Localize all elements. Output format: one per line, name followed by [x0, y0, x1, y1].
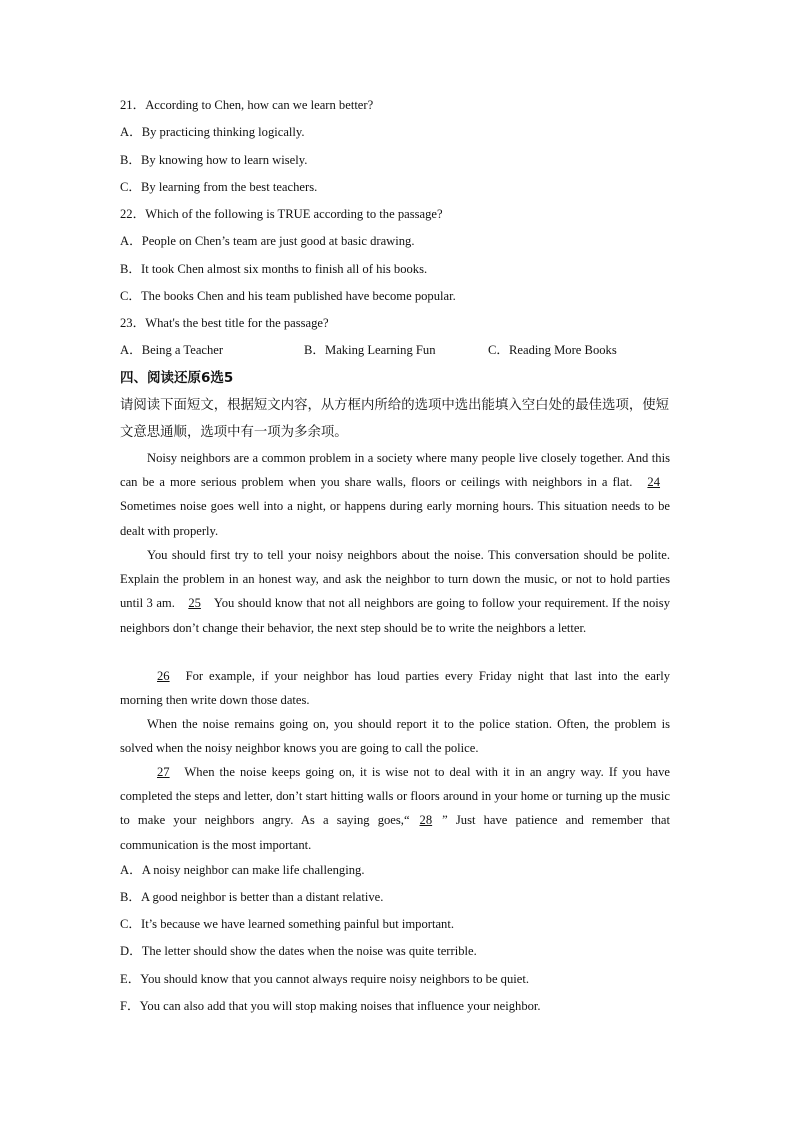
- question-21-option-b: B．By knowing how to learn wisely.: [120, 153, 308, 167]
- question-22-stem: 22．Which of the following is TRUE according to the passage?: [120, 207, 443, 221]
- passage-paragraph-2: [120, 543, 670, 640]
- question-21-option-c: C．By learning from the best teachers.: [120, 180, 318, 194]
- blank-26: 26: [157, 669, 170, 683]
- question-23-stem: 23．What's the best title for the passage?: [120, 316, 329, 330]
- blank-24: 24: [647, 475, 661, 490]
- passage-text: Sometimes noise goes well into a night, or happens during early morning hours. This situation needs to be dealt with properly.: [120, 499, 670, 538]
- passage-paragraph-3: [120, 664, 670, 712]
- passage-paragraph-5: [120, 760, 670, 857]
- blank-25: 25: [188, 596, 201, 611]
- question-22-option-b: B．It took Chen almost six months to finish all of his books.: [120, 262, 428, 276]
- question-21-stem: 21．According to Chen, how can we learn better?: [120, 98, 374, 112]
- question-22-option-c: C．The books Chen and his team published have become popular.: [120, 289, 456, 303]
- question-21-option-a: A．By practicing thinking logically.: [120, 125, 305, 139]
- question-23-option-c: C．Reading More Books: [488, 343, 617, 357]
- section-heading: 四、阅读还原6选5: [120, 370, 234, 386]
- section-instructions: 请阅读下面短文，根据短文内容，从方框内所给的选项中选出能填入空白处的最佳选项，使短文意思通顺，选项中有一项为多余项。: [120, 398, 670, 440]
- passage-paragraph-4: When the noise remains going on, you should report it to the police station. Often, the problem is solved when the noisy neighbor knows you are going to call the police.: [120, 717, 670, 756]
- choice-a: A．A noisy neighbor can make life challenging.: [120, 863, 365, 877]
- question-22-option-a: A．People on Chen’s team are just good at basic drawing.: [120, 234, 415, 248]
- choice-f: F．You can also add that you will stop making noises that influence your neighbor.: [120, 999, 541, 1013]
- question-23-option-b: B．Making Learning Fun: [304, 343, 436, 357]
- choice-d: D．The letter should show the dates when the noise was quite terrible.: [120, 944, 477, 958]
- choice-b: B．A good neighbor is better than a distant relative.: [120, 890, 384, 904]
- passage-text: You should first try to tell your noisy neighbors about the noise. This conversation should be polite. Explain the problem in an honest way, and ask the neighbor to turn down the music, or not to hold parties until 3 am.: [120, 548, 670, 611]
- choice-e: E．You should know that you cannot always require noisy neighbors to be quiet.: [120, 972, 530, 986]
- passage-text: Noisy neighbors are a common problem in a society where many people live closely together. And this can be a more serious problem when you share walls, floors or ceilings with neighbors in a flat.: [120, 451, 670, 490]
- choice-c: C．It’s because we have learned something painful but important.: [120, 917, 454, 931]
- passage-text: For example, if your neighbor has loud parties every Friday night that last into the early morning then write down those dates.: [120, 669, 670, 708]
- blank-27: 27: [157, 765, 170, 779]
- passage-text: ” Just have patience and remember that communication is the most important.: [120, 813, 671, 852]
- passage-text: When the noise keeps going on, it is wise not to deal with it in an angry way. If you have completed the steps and letter, don’t start hitting walls or floors around in your home or turning up the music to make your neighbors angry. As a saying goes,“: [120, 765, 670, 828]
- question-23-option-a: A．Being a Teacher: [120, 343, 224, 357]
- blank-28: 28: [419, 813, 433, 828]
- passage-text: You should know that not all neighbors are going to follow your requirement. If the noisy neighbors don’t change their behavior, the next step should be to write the neighbors a letter.: [120, 596, 670, 635]
- passage-paragraph-1: [120, 446, 670, 543]
